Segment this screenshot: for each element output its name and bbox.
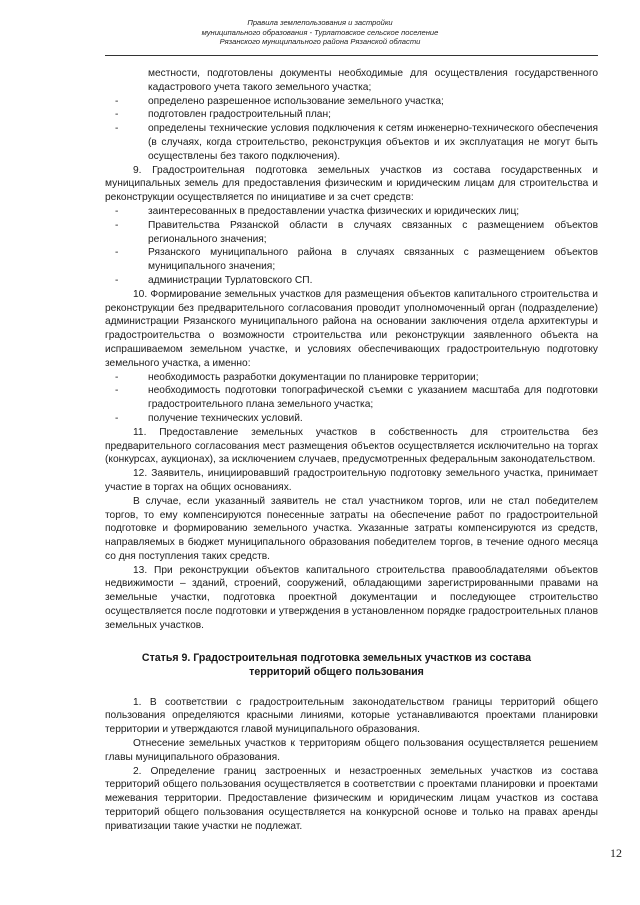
bullet-dash: - — [115, 95, 119, 107]
header-line-1: Правила землепользования и застройки — [247, 18, 393, 27]
bullet-dash: - — [115, 412, 119, 424]
header-line-3: Рязанского муниципального района Рязанской области — [219, 37, 421, 47]
bullet-item: - определено разрешенное использование земельного участка; — [115, 95, 444, 107]
article-9-heading: Статья 9. Градостроительная подготовка земельных участков из состава территорий общего пользования — [141, 651, 532, 678]
bullet-dash: - — [115, 247, 119, 259]
bullet-item: - получение технических условий. — [115, 412, 303, 424]
page-number: 12 — [610, 846, 622, 860]
paragraph-12: 12. Заявитель, инициировавший градостроительную подготовку земельного участка, принимает участие в торгах на общих основаниях. — [105, 468, 598, 493]
page-body — [105, 67, 598, 834]
bullet-item: - администрации Турлатовского СП. — [115, 274, 313, 286]
paragraph-11: 11. Предоставление земельных участков в собственность для строительства без предварительного согласования мест размещения объектов осуществляется исключительно на торгах (конкурсах, аукционах), за исключением случаев, предусмотренных федеральным законодательством. — [105, 426, 598, 466]
bullet-item: - Правительства Рязанской области в случаях связанных с размещением объектов регионального значения; — [115, 219, 598, 245]
running-header — [0, 18, 640, 47]
bullet-dash: - — [115, 219, 119, 231]
bullet-dash: - — [115, 205, 119, 217]
bullet-continuation: местности, подготовлены документы необходимые для осуществления государственного кадастрового учета такого земельного участка; — [148, 68, 598, 93]
paragraph-10: 10. Формирование земельных участков для размещения объектов капитального строительства и реконструкции без предварительного согласования проводит уполномоченный орган (подразделение) администрации Рязанского муниципального района на основании заключения отдела архитектуры и градостроительства о возможности строительства или реконструкции заявленного объекта на испрашиваемом земельном участке, и условиях обеспечивающих градостроительную подготовку земельного участка, а именно: — [105, 288, 598, 369]
header-divider — [105, 55, 598, 56]
article-9-paragraph-2: 2. Определение границ застроенных и незастроенных земельных участков из состава территорий общего пользования осуществляется в соответствии с проектами планировки и проектами межевания территории. Предоставление физическим и юридическим лицам участков из состава территорий общего пользования осуществляется на конкурсной основе и только на правах аренды приватизации такие участки не подлежат. — [105, 765, 598, 832]
bullet-item: - необходимость подготовки топографической съемки с указанием масштаба для подготовки градостроительного плана земельного участка; — [115, 385, 598, 411]
bullet-dash: - — [115, 123, 119, 135]
bullet-dash: - — [115, 274, 119, 286]
article-9-paragraph-1: 1. В соответствии с градостроительным законодательством границы территорий общего пользования определяются красными линиями, которые устанавливаются проектами планировки территории и утверждаются главой муниципального образования. — [105, 696, 598, 736]
bullet-dash: - — [115, 371, 119, 383]
bullet-dash: - — [115, 109, 119, 121]
paragraph-12-continued: В случае, если указанный заявитель не стал участником торгов, или не стал победителем торгов, то ему компенсируются понесенные затраты на обеспечение работ по градостроительной подготовке и формированию земельного участка. Указанные затраты компенсируются из средств, направляемых в бюджет муниципального образования победителем торгов, в течение одного месяца со дня поступления таких средств. — [105, 495, 598, 562]
bullet-item: - необходимость разработки документации по планировке территории; — [115, 371, 479, 383]
bullet-item: - определены технические условия подключения к сетям инженерно-технического обеспечения (в случаях, когда строительство, реконструкция объектов и их эксплуатация не могут быть осуществлены без такого подключения). — [115, 123, 598, 162]
bullet-item: - заинтересованных в предоставлении участка физических и юридических лиц; — [115, 205, 520, 217]
bullet-item: - подготовлен градостроительный план; — [115, 109, 331, 121]
paragraph-9: 9. Градостроительная подготовка земельных участков из состава государственных и муниципальных земель для предоставления физическим и юридическим лицам для строительства и реконструкции осуществляется по инициативе и за счет средств: — [105, 164, 598, 204]
paragraph-13: 13. При реконструкции объектов капитального строительства правообладателями объектов недвижимости – зданий, строений, сооружений, обладающими зарегистрированными правами на земельные участки, подготовка проектной документации и последующее строительство осуществляется после подготовки и утверждения в установленном порядке градостроительных планов земельных участков. — [105, 564, 598, 631]
article-9-paragraph-1-continued: Отнесение земельных участков к территориям общего пользования осуществляется решением главы муниципального образования. — [105, 738, 598, 763]
bullet-item: - Рязанского муниципального района в случаях связанных с размещением объектов муниципального значения; — [115, 247, 598, 273]
bullet-dash: - — [115, 385, 119, 397]
header-line-2: муниципального образования - Турлатовское сельское поселение — [201, 27, 439, 37]
